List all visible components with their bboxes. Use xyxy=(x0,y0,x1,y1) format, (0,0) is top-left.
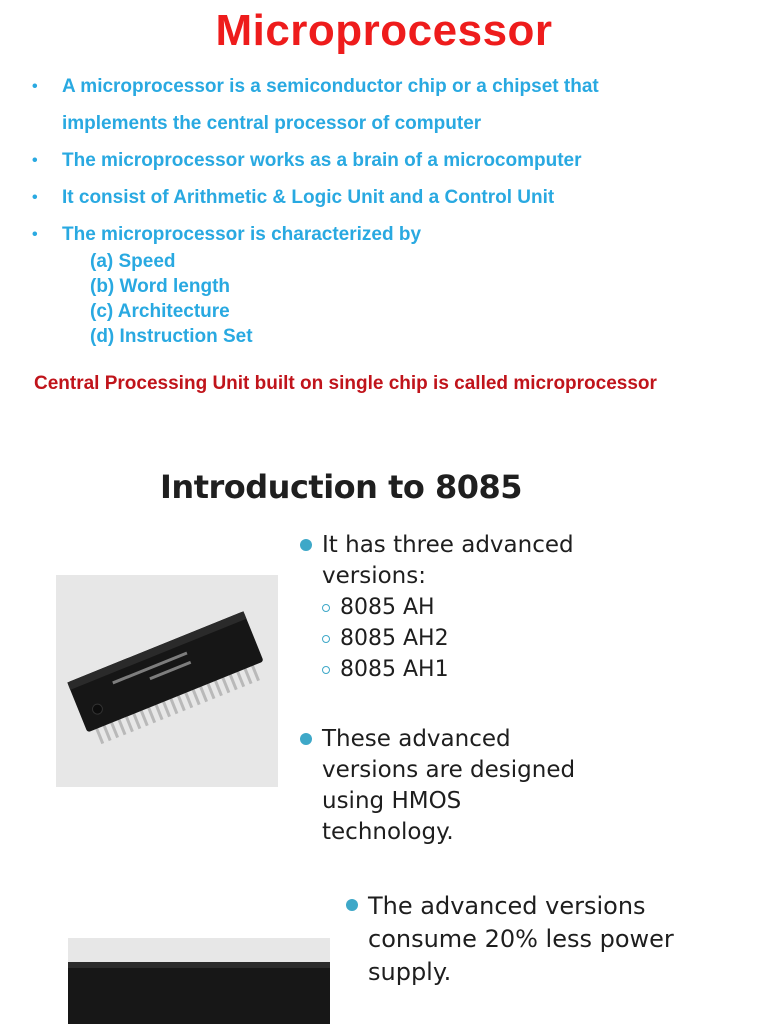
bullet-text: A microprocessor is a semiconductor chip or a chipset that xyxy=(62,76,599,97)
slide-bullet xyxy=(300,724,600,848)
bullet-item xyxy=(30,216,728,253)
bullet-dot-icon xyxy=(300,733,312,745)
slide-bullet-text: These advanced versions are designed using HMOS technology. xyxy=(322,726,576,845)
bullet-item xyxy=(30,142,728,179)
versions-block xyxy=(300,530,600,685)
chip-photo xyxy=(68,938,330,1024)
bullet-item xyxy=(30,68,728,142)
bullet-dot: • xyxy=(32,152,38,169)
bullet-text: The microprocessor is characterized by xyxy=(62,224,422,245)
bullet-list xyxy=(30,68,728,253)
page-title: Microprocessor xyxy=(215,6,553,55)
characteristic-item: (b) Word length xyxy=(90,276,231,297)
circle-bullet-icon xyxy=(322,666,330,674)
bullet-dot: • xyxy=(32,78,38,95)
version-label: 8085 AH2 xyxy=(340,626,449,651)
microprocessor-chip-icon xyxy=(56,575,278,787)
slide-bullet-text: It has three advanced versions: xyxy=(322,532,574,589)
slide-bullet xyxy=(300,530,600,592)
characteristics-list xyxy=(90,249,253,349)
bullet-item xyxy=(30,179,728,216)
bullet-dot: • xyxy=(32,189,38,206)
chip-photo xyxy=(56,575,278,787)
bullet-dot-icon xyxy=(300,539,312,551)
characteristic-item: (d) Instruction Set xyxy=(90,326,253,347)
slide-bullet-text: The advanced versions consume 20% less power supply. xyxy=(368,892,674,986)
circle-bullet-icon xyxy=(322,635,330,643)
hmos-block xyxy=(300,724,600,848)
version-label: 8085 AH xyxy=(340,595,435,620)
definition-note: Central Processing Unit built on single chip is called microprocessor xyxy=(34,373,657,394)
slide-bullet xyxy=(346,890,706,989)
circle-bullet-icon xyxy=(322,604,330,612)
bullet-text: It consist of Arithmetic & Logic Unit and a Control Unit xyxy=(62,187,555,208)
version-item xyxy=(300,623,600,654)
characteristic-item: (a) Speed xyxy=(90,251,176,272)
bullet-text-cont: implements the central processor of computer xyxy=(62,113,482,134)
version-item xyxy=(300,654,600,685)
bullet-dot-icon xyxy=(346,899,358,911)
characteristic-item: (c) Architecture xyxy=(90,301,230,322)
power-block xyxy=(346,890,706,989)
microprocessor-chip-icon xyxy=(68,938,330,1024)
version-label: 8085 AH1 xyxy=(340,657,449,682)
bullet-text: The microprocessor works as a brain of a microcomputer xyxy=(62,150,582,171)
version-item xyxy=(300,592,600,623)
bullet-dot: • xyxy=(32,226,38,243)
slide-title: Introduction to 8085 xyxy=(160,468,523,506)
